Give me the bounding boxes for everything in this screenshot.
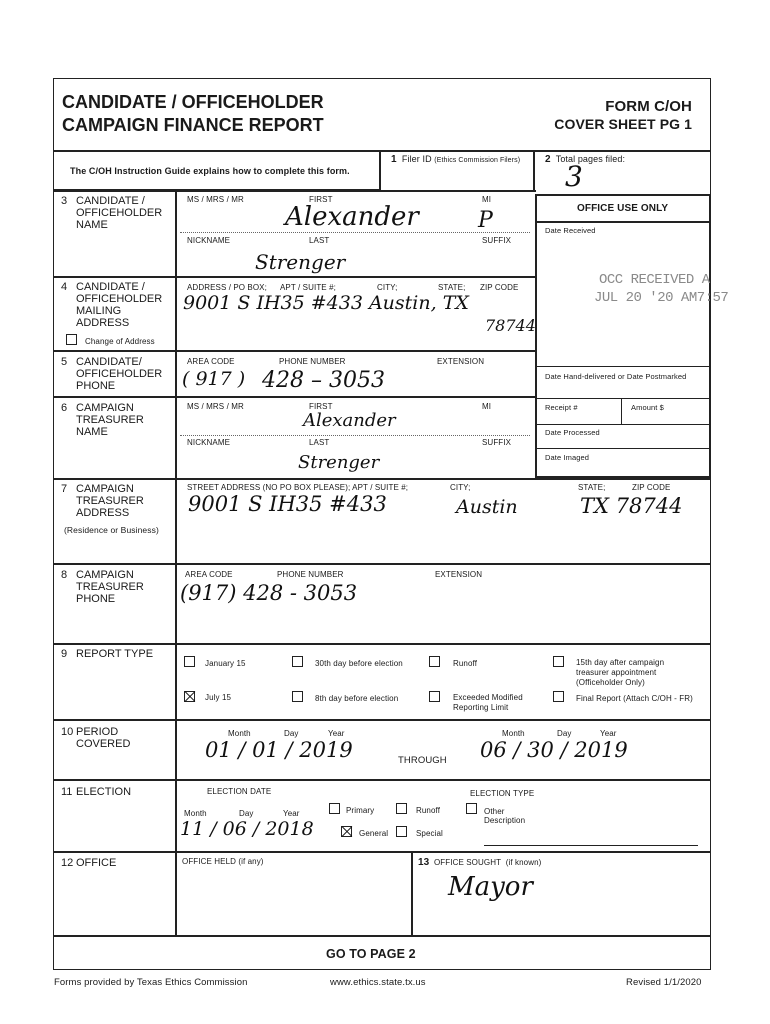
received-stamp-line2: JUL 20 '20 AM7:57 (594, 290, 729, 306)
office-use-title: OFFICE USE ONLY (577, 203, 669, 214)
january-15-checkbox[interactable] (184, 656, 195, 667)
treasurer-city: Austin (456, 496, 518, 518)
final-report-checkbox[interactable] (553, 691, 564, 702)
footer-website: www.ethics.state.tx.us (330, 977, 426, 988)
other-checkbox[interactable] (466, 803, 477, 814)
change-of-address-checkbox[interactable] (66, 334, 77, 345)
8th-day-checkbox[interactable] (292, 691, 303, 702)
treasurer-street: 9001 S IH35 #433 (188, 492, 387, 516)
form-code: FORM C/OH (605, 98, 692, 115)
july-15-checkbox[interactable] (184, 691, 195, 702)
treasurer-phone: (917) 428 - 3053 (180, 581, 358, 605)
form-title-line2: CAMPAIGN FINANCE REPORT (62, 115, 324, 135)
footer-revision: Revised 1/1/2020 (626, 977, 702, 988)
treasurer-first-name: Alexander (303, 410, 396, 431)
candidate-phone-number: 428 – 3053 (262, 368, 385, 393)
exceeded-modified-checkbox[interactable] (429, 691, 440, 702)
date-hand-delivered-label: Date Hand-delivered or Date Postmarked (545, 372, 687, 381)
instruction-text: The C/OH Instruction Guide explains how to complete this form. (70, 166, 350, 176)
candidate-address: 9001 S IH35 #433 Austin, TX (183, 292, 469, 314)
15th-day-checkbox[interactable] (553, 656, 564, 667)
candidate-zip: 78744 (485, 316, 536, 335)
treasurer-state-zip: TX 78744 (580, 494, 683, 518)
office-sought-value: Mayor (448, 872, 533, 902)
total-pages-value: 3 (565, 160, 583, 193)
go-to-page-2: GO TO PAGE 2 (326, 947, 416, 961)
form-subtitle: COVER SHEET PG 1 (554, 116, 692, 132)
general-checkbox[interactable] (341, 826, 352, 837)
election-runoff-checkbox[interactable] (396, 803, 407, 814)
form-title-line1: CANDIDATE / OFFICEHOLDER (62, 92, 324, 112)
amount-label: Amount $ (631, 403, 664, 412)
runoff-report-checkbox[interactable] (429, 656, 440, 667)
filer-id-label: 1 Filer ID (Ethics Commission Filers) (391, 154, 521, 165)
footer-provider: Forms provided by Texas Ethics Commission (54, 977, 248, 988)
treasurer-last-name: Strenger (298, 452, 380, 473)
primary-checkbox[interactable] (329, 803, 340, 814)
special-checkbox[interactable] (396, 826, 407, 837)
election-date: 11 / 06 / 2018 (180, 818, 314, 840)
period-to-date: 06 / 30 / 2019 (480, 738, 628, 762)
candidate-mi: P (478, 208, 493, 233)
date-received-label: Date Received (545, 226, 596, 235)
total-pages-label: 2 Total pages filed: (545, 154, 626, 165)
change-of-address-label: Change of Address (85, 337, 155, 346)
date-imaged-label: Date Imaged (545, 453, 590, 462)
candidate-area-code: ( 917 ) (182, 368, 246, 390)
date-processed-label: Date Processed (545, 428, 600, 437)
received-stamp-line1: OCC RECEIVED A (599, 272, 710, 288)
30th-day-checkbox[interactable] (292, 656, 303, 667)
receipt-label: Receipt # (545, 403, 578, 412)
candidate-last-name: Strenger (255, 250, 346, 274)
candidate-first-name: Alexander (285, 202, 419, 232)
period-from-date: 01 / 01 / 2019 (205, 738, 353, 762)
